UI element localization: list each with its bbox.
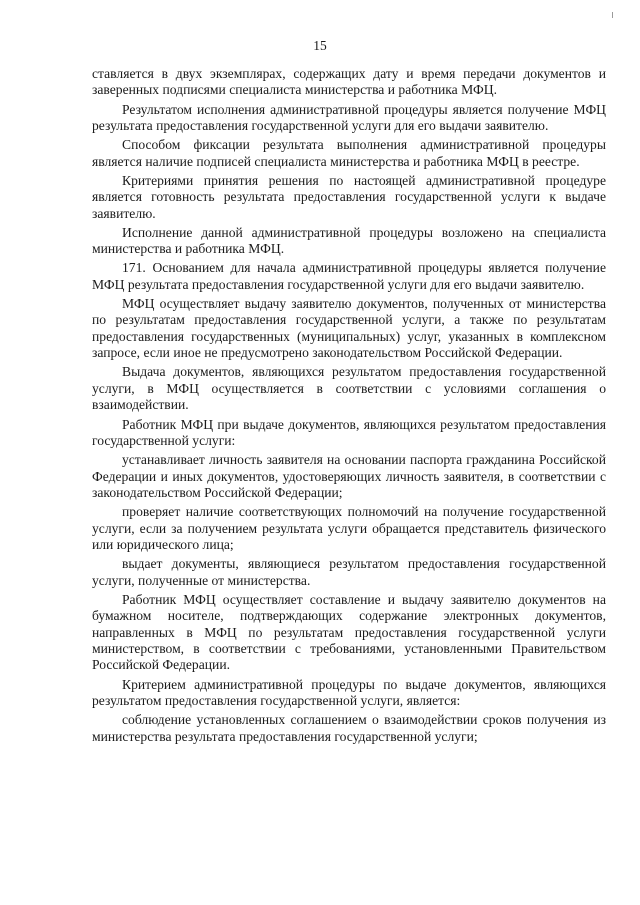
paragraph: Исполнение данной административной процедуры возложено на специалиста министерства и работника МФЦ. [92, 224, 606, 257]
paragraph: Работник МФЦ при выдаче документов, являющихся результатом предоставления государственной услуги: [92, 416, 606, 448]
paragraph: Выдача документов, являющихся результатом предоставления государственной услуги, в МФЦ осуществляется в соответствии с условиями соглашения о взаимодействии. [92, 364, 606, 413]
page-number: 15 [313, 38, 327, 53]
paragraph: 171. Основанием для начала административной процедуры является получение МФЦ результата предоставления государственной услуги для его выдачи заявителю. [92, 260, 606, 292]
paragraph: ставляется в двух экземплярах, содержащих дату и время передачи документов и заверенных подписями специалиста министерства и работника МФЦ. [92, 66, 606, 98]
document-body [92, 66, 606, 748]
paragraph: Способом фиксации результата выполнения административной процедуры является наличие подписей специалиста министерства и работника МФЦ в реестре. [92, 137, 606, 169]
scan-mark [612, 12, 613, 18]
paragraph: Критерием административной процедуры по выдаче документов, являющихся результатом предоставления государственной услуги, является: [92, 676, 606, 708]
paragraph: проверяет наличие соответствующих полномочий на получение государственной услуги, если за получением результата услуги обращается представитель физического или юридического лица; [92, 504, 606, 552]
paragraph: Критериями принятия решения по настоящей административной процедуре является готовность результата предоставления государственной услуги к выдаче заявителю. [92, 172, 606, 221]
paragraph: Работник МФЦ осуществляет составление и выдачу заявителю документов на бумажном носителе, подтверждающих содержание электронных документов, направленных в МФЦ по результатам предоставления государственной услуги министерством, в соответствии с требованиями, установленными Правительством Российской Федерации. [92, 591, 606, 673]
paragraph: выдает документы, являющиеся результатом предоставления государственной услуги, полученные от министерства. [92, 556, 606, 588]
paragraph: устанавливает личность заявителя на основании паспорта гражданина Российской Федерации и иных документов, удостоверяющих личность заявителя, в соответствии с законодательством Российской Федерации; [92, 452, 606, 500]
paragraph: МФЦ осуществляет выдачу заявителю документов, полученных от министерства по результатам предоставления государственной услуги, а также по результатам предоставления государственных (муниципальных) услуг, указанных в комплексном запросе, если иное не предусмотрено законодательством Российской Федерации. [92, 296, 606, 361]
paragraph: соблюдение установленных соглашением о взаимодействии сроков получения из министерства результата предоставления государственной услуги; [92, 712, 606, 744]
paragraph: Результатом исполнения административной процедуры является получение МФЦ результата предоставления государственной услуги для его выдачи заявителю. [92, 101, 606, 134]
